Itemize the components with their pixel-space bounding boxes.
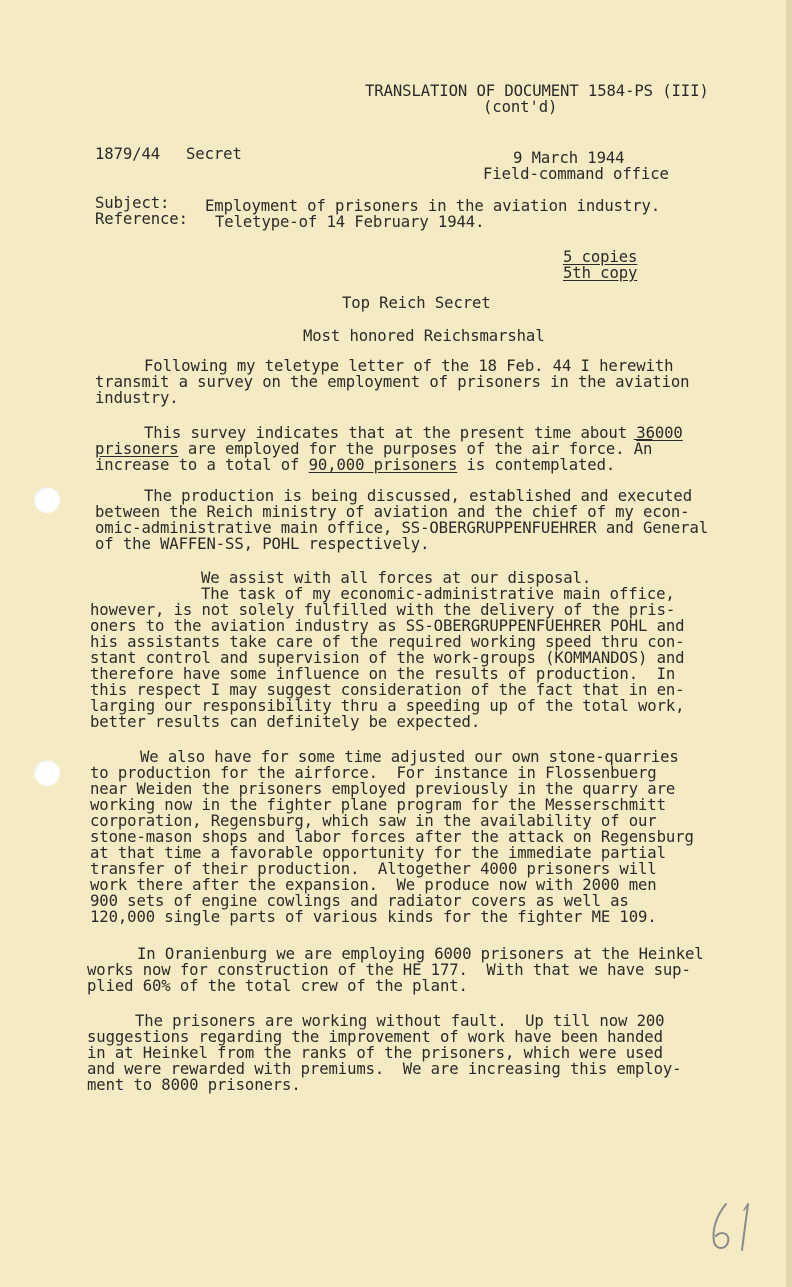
- p1-line-2: transmit a survey on the employment of prisoners in the aviation: [95, 373, 690, 391]
- p5-line-3: near Weiden the prisoners employed previously in the quarry are: [90, 780, 676, 798]
- p4-line-1: We assist with all forces at our disposal.: [201, 569, 592, 587]
- subject-text: Employment of prisoners in the aviation industry.: [205, 197, 661, 215]
- p6-line-3: plied 60% of the total crew of the plant.: [87, 977, 468, 995]
- top-reich-secret-heading: Top Reich Secret: [342, 294, 491, 312]
- p4-line-7: therefore have some influence on the results of production. In: [90, 665, 676, 683]
- p5-line-6: stone-mason shops and labor forces after the attack on Regensburg: [90, 828, 694, 846]
- p3-line-1: The production is being discussed, established and executed: [144, 487, 693, 505]
- p4-line-5: his assistants take care of the required working speed thru con-: [90, 633, 685, 651]
- document-date: 9 March 1944: [513, 149, 625, 167]
- p6-line-2: works now for construction of the HE 177. With that we have sup-: [87, 961, 691, 979]
- document-place: Field-command office: [483, 165, 669, 183]
- p5-line-10: 900 sets of engine cowlings and radiator covers as well as: [90, 892, 629, 910]
- p4-line-2: The task of my economic-administrative main office,: [201, 585, 675, 603]
- punch-hole-lower: [34, 760, 60, 786]
- p7-line-3: in at Heinkel from the ranks of the prisoners, which were used: [87, 1044, 663, 1062]
- p3-line-2: between the Reich ministry of aviation and the chief of my econ-: [95, 503, 690, 521]
- p7-line-4: and were rewarded with premiums. We are increasing this employ-: [87, 1060, 682, 1078]
- p2-line-1: This survey indicates that at the present time about 36000: [144, 424, 683, 442]
- p3-line-3: omic-administrative main office, SS-OBERGRUPPENFUEHRER and General: [95, 519, 709, 537]
- p2-line-2: prisoners are employed for the purposes of the air force. $\overline{An}$: [95, 440, 653, 458]
- p1-line-3: industry.: [95, 389, 179, 407]
- p4-line-6: stant control and supervision of the work-groups (KOMMANDOS) and: [90, 649, 685, 667]
- reference-text: Teletype-of 14 February 1944.: [215, 213, 485, 231]
- p5-line-5: corporation, Regensburg, which saw in the availability of our: [90, 812, 657, 830]
- p7-line-5: ment to 8000 prisoners.: [87, 1076, 301, 1094]
- p7-line-1: The prisoners are working without fault. Up till now 200: [135, 1012, 665, 1030]
- subject-label: Subject:: [95, 194, 170, 212]
- translation-title: TRANSLATION OF DOCUMENT 1584-PS (III): [365, 82, 709, 100]
- paper-edge: [786, 0, 792, 1287]
- reference-label: Reference:: [95, 210, 188, 228]
- p5-line-7: at that time a favorable opportunity for the immediate partial: [90, 844, 666, 862]
- p1-line-1: Following my teletype letter of the 18 Feb. 44 I herewith: [144, 357, 674, 375]
- reference-number: 1879/44: [95, 145, 161, 163]
- p6-line-1: In Oranienburg we are employing 6000 prisoners at the Heinkel: [137, 945, 704, 963]
- p5-line-11: 120,000 single parts of various kinds for the fighter ME 109.: [90, 908, 657, 926]
- translation-continued: (cont'd): [483, 98, 558, 116]
- punch-hole-upper: [34, 487, 60, 513]
- p3-line-4: of the WAFFEN-SS, POHL respectively.: [95, 535, 430, 553]
- p5-line-8: transfer of their production. Altogether 4000 prisoners will: [90, 860, 657, 878]
- copy-number: 5th copy: [563, 264, 638, 282]
- p2-line-3: increase to a total of 90,000 prisoners is contemplated.: [95, 456, 616, 474]
- copies-count: 5 copies: [563, 248, 638, 266]
- p4-line-9: larging our responsibility thru a speeding up of the total work,: [90, 697, 685, 715]
- p4-line-3: however, is not solely fulfilled with the delivery of the pris-: [90, 601, 676, 619]
- p5-line-1: We also have for some time adjusted our own stone-quarries: [140, 748, 679, 766]
- salutation: Most honored Reichsmarshal: [303, 327, 545, 345]
- classification-secret: Secret: [186, 145, 242, 163]
- p4-line-4: oners to the aviation industry as SS-OBERGRUPPENFUEHRER POHL and: [90, 617, 685, 635]
- p4-line-8: this respect I may suggest consideration of the fact that in en-: [90, 681, 685, 699]
- p5-line-2: to production for the airforce. For instance in Flossenbuerg: [90, 764, 657, 782]
- p5-line-9: work there after the expansion. We produce now with 2000 men: [90, 876, 657, 894]
- handwritten-page-number: [704, 1196, 774, 1256]
- p7-line-2: suggestions regarding the improvement of work have been handed: [87, 1028, 663, 1046]
- p4-line-10: better results can definitely be expected.: [90, 713, 481, 731]
- p5-line-4: working now in the fighter plane program for the Messerschmitt: [90, 796, 666, 814]
